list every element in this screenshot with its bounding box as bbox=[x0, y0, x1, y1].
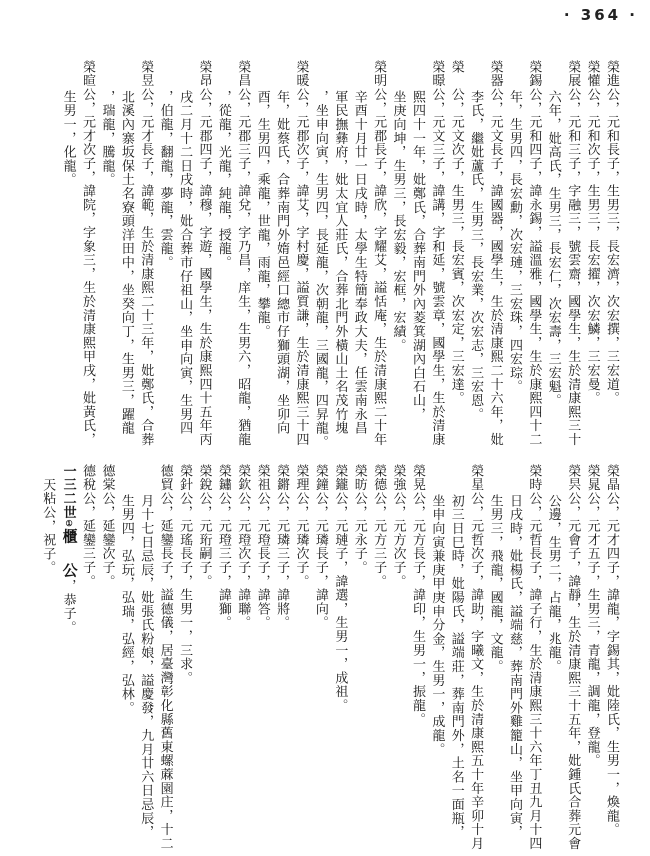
entry-column: 榮星公，元哲次子，諱助，字曦文，生於清康熙五十年辛卯十月 bbox=[469, 464, 485, 851]
entry-column: 榮展公，元和三子，字融三，號雲齋，國學生，生於清康熙三十 bbox=[566, 60, 582, 447]
entry-column: 月十七日忌辰，妣張氏粉娘，謚慶發，九月廿六日忌辰， bbox=[139, 494, 155, 839]
entry-column: ，坐申向寅，生男四，長延龍，次朝龍，三國龍，四昇龍。 bbox=[313, 90, 329, 449]
entry-column: 榮昱公，元才長子，諱範，生於清康熙二十三年，妣鄭氏，合葬 bbox=[139, 60, 155, 447]
entry-column: 榮強公，元方次子。 bbox=[391, 464, 407, 589]
generation-parent-note: ，恭子。 bbox=[61, 579, 77, 635]
entry-column: 榮晃公，元方長子，諱印，生男一，振龍。 bbox=[410, 464, 426, 727]
entry-column: 榮鑨公，元璉子，諱選，生男一，成祖。 bbox=[333, 464, 349, 713]
entry-column: ，瑞龍，騰龍。 bbox=[100, 90, 116, 187]
entry-column: 軍民撫彝府，妣太宜人莊氏，合葬北門外橫山土名茂竹塊 bbox=[333, 90, 349, 435]
generation-label: 一三二世 bbox=[61, 464, 77, 520]
upper-text-block bbox=[59, 60, 622, 452]
entry-column: 坐庚向坤，生男三，長宏毅，宏框，宏績。 bbox=[391, 90, 407, 353]
entry-column: 榮昂公，元郡四子，諱穆，字遊，國學生，生於康熙四十五年丙 bbox=[197, 60, 213, 447]
page-number: · 364 · bbox=[563, 6, 638, 24]
entry-column: 榮針公，元瑤長子，生男一，三求。 bbox=[178, 464, 194, 685]
entry-column: 榮昉公，元永子。 bbox=[352, 464, 368, 575]
entry-column: 公邊，生男二，占龍，兆龍。 bbox=[546, 494, 562, 674]
entry-column: 榮暖公，元郡次子，諱艾，字村慶，謚質謙，生於清康熙三十四 bbox=[294, 60, 310, 447]
generation-name: 櫃 公 bbox=[60, 528, 77, 580]
entry-column: 榮 公，元文次子，生男三，長宏賓，次宏定，三宏達。 bbox=[449, 60, 465, 405]
entry-column: 榮時公，元哲長子，諱子行，生於清康熙三十六年丁丑九月十四 bbox=[527, 464, 543, 851]
generation-note-mark: ① bbox=[64, 519, 74, 529]
entry-column: 榮祖公，元璒長子，諱答。 bbox=[255, 464, 271, 630]
entry-column: ，伯龍，翻龍，夢龍，雲龍。 bbox=[158, 90, 174, 270]
entry-column: 年，妣蔡氏，合葬南門外媠邑經口總市仔獅頭湖，坐卯向 bbox=[275, 90, 291, 435]
entry-column: 榮進公，元和長子，生男三，長宏濟，次宏撰，三宏道。 bbox=[605, 60, 620, 405]
entry-column: 榮銳公，元珩嗣子。 bbox=[197, 464, 213, 589]
entry-column: 榮暄公，元才次子，諱院，字象三，生於清康熙甲戌，妣黃氏， bbox=[81, 60, 97, 447]
entry-column: 生男三，飛龍，國龍，文龍。 bbox=[488, 494, 504, 674]
entry-column: 德稅公，延鑾三子。 bbox=[81, 464, 97, 589]
entry-column: 酉，生男四，乘龍，世龍，雨龍，攀龍。 bbox=[255, 90, 271, 339]
entry-column: 榮德公，元方三子。 bbox=[372, 464, 388, 589]
entry-column: 生男四，弘玩，弘瑞，弘經，弘林。 bbox=[119, 494, 135, 715]
entry-column: 榮晁公，元才五子，生男三，青龍，調龍，登龍。 bbox=[585, 464, 601, 768]
entry-column: 榮懽公，元和次子，生男三，長宏擢，次宏鱗，三宏曼。 bbox=[585, 60, 601, 405]
generation-heading bbox=[58, 464, 78, 856]
entry-column: 榮昌公，元郡三子，諱兌，字乃昌，庠生，生男六，昭龍，猶龍 bbox=[236, 60, 252, 447]
entry-column: 辛酉十月廿一日戌時，太學生特簡奉政大夫，任雲南永昌 bbox=[352, 90, 368, 435]
entry-column: 榮鏽公，元璒三子，諱獅。 bbox=[216, 464, 232, 630]
entry-column: 坐申向寅兼庚甲庚申分金，生男一，成龍。 bbox=[430, 494, 446, 757]
entry-column: 榮鐘公，元璘長子，諱向。 bbox=[313, 464, 329, 630]
entry-column: 德貿公，延鑾長子，謚德儀，居臺灣彰化縣舊東螺蔴園庄，十二 bbox=[158, 464, 174, 851]
entry-column: 戌二月十二日戌時，妣合葬市仔祖山，坐申向寅，生男四 bbox=[178, 90, 194, 435]
entry-column: 年，生男四，長宏勳，次宏璉，三宏珠，四宏琮。 bbox=[507, 90, 523, 394]
entry-column: ，從龍，光龍，純龍，授龍。 bbox=[216, 90, 232, 270]
entry-column: 北溪內寨坂保土名寮頭洋田中，坐癸向丁，生男三，躍龍 bbox=[119, 90, 135, 435]
entry-column: 榮明公，元郡長子，諱欣，字耀艾，謚恬庵，生於清康熙二十年 bbox=[372, 60, 388, 447]
entry-column: 天粘公，祝子。 bbox=[41, 478, 57, 575]
entry-column: 榮鏘公，元璘三子，諱將。 bbox=[275, 464, 291, 630]
entry-column: 日戌時，妣楊氏，謚端慈，葬南門外雞籠山，坐甲向寅， bbox=[507, 494, 523, 839]
entry-column: 榮器公，元文長子，諱國器，國學生，生於清康熙二十六年，妣 bbox=[488, 60, 504, 447]
entry-column: 初三日巳時，妣陽氏，謚端莊，葬南門外，土名一面瓶， bbox=[449, 494, 465, 839]
entry-column: 李氏，繼妣蘆氏，生男三，長宏業，次宏志，三宏恩。 bbox=[469, 90, 485, 422]
entry-column: 榮晶公，元才四子，諱龍，字錫其，妣陸氏，生男一，煥龍。 bbox=[605, 464, 620, 837]
entry-column: 德棠公，延鑾次子。 bbox=[100, 464, 116, 589]
entry-column: 榮理公，元璘次子。 bbox=[294, 464, 310, 589]
entry-column: 榮錫公，元和四子，諱永錫，謚溫雅，國學生，生於康熙四十二 bbox=[527, 60, 543, 447]
entry-column: 生男一，化龍。 bbox=[61, 90, 77, 187]
lower-text-block bbox=[39, 464, 622, 852]
entry-column: 榮暻公，元文三子，諱講，字和延，號雲章，國學生，生於清康 bbox=[430, 60, 446, 447]
entry-column: 熙四十一年，妣鄭氏，合葬南門外內菱箕湖內白石山， bbox=[410, 90, 426, 422]
entry-column: 榮昗公，元會子，諱靜，生於清康熙三十五年，妣鍾氏合葬元會 bbox=[566, 464, 582, 851]
entry-column: 六年，妣高氏，生男三，長宏仁，次宏壽，三宏魁。 bbox=[546, 90, 562, 408]
entry-column: 榮欽公，元璒次子，諱聯。 bbox=[236, 464, 252, 630]
